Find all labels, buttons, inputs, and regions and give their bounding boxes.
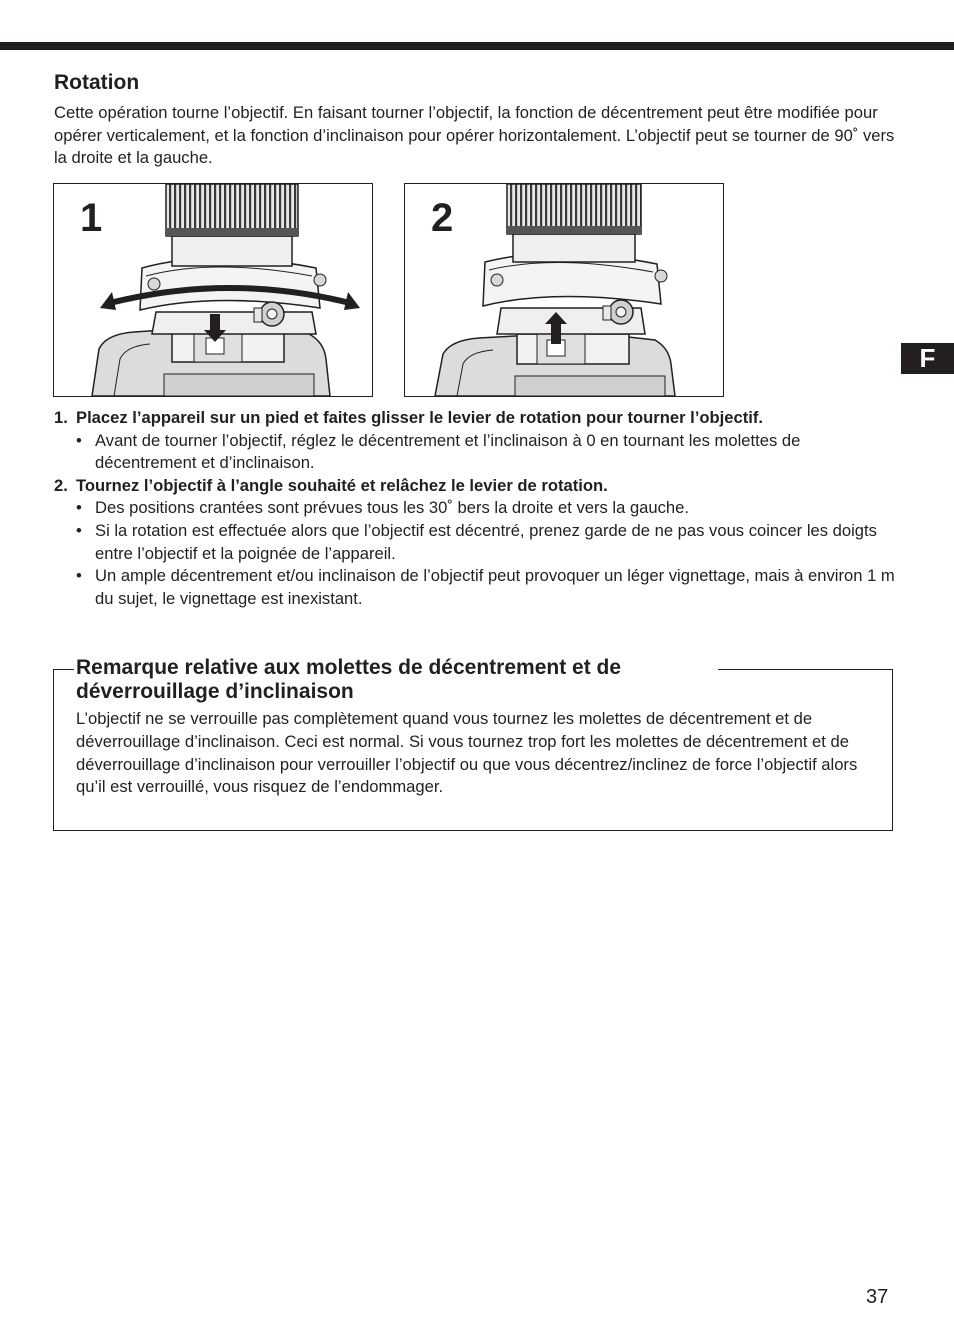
figure-1 (53, 183, 373, 397)
bullet-item: • Si la rotation est effectuée alors que l’objectif est décentré, prenez garde de ne pas vous coincer les doigts entre l’objectif et la poignée de l’appareil. (76, 520, 877, 563)
step-text: Placez l’appareil sur un pied et faites glisser le levier de rotation pour tourner l’objectif. (76, 408, 763, 427)
top-rule (0, 42, 954, 50)
bullet-text: Des positions crantées sont prévues tous les 30˚ bers la droite et vers la gauche. (95, 498, 690, 518)
step-instruction (54, 475, 899, 498)
bullet-item: • Avant de tourner l’objectif, réglez le décentrement et l’inclinaison à 0 en tournant les molettes de décentrement et d’inclinaison. (76, 430, 801, 473)
bullet-list (54, 430, 899, 475)
bullet-text: Si la rotation est effectuée alors que l’objectif est décentré, prenez garde de ne pas vous coincer les doigts entre l’objectif et la poignée de l’appareil. (95, 520, 877, 563)
note-box-top-border (718, 669, 893, 670)
note-body: L’objectif ne se verrouille pas complètement quand vous tournez les molettes de décentrement et de déverrouillage d’inclinaison. Ceci est normal. Si vous tournez trop fort les molettes de décentrement et de déverrouillage d’inclinaison pour verrouiller l’objectif ou que vous décentrez/inclinez de force l’objectif alors qu’il est verrouillé, vous risquez de l’endommager. (76, 709, 858, 797)
page-number: 37 (866, 1286, 889, 1308)
figure-number: 2 (431, 196, 454, 240)
bullet-list (54, 497, 899, 610)
step-list (54, 407, 899, 610)
step-number: 1. (54, 408, 68, 427)
section-title: Rotation (54, 71, 140, 94)
bullet-text: Avant de tourner l’objectif, réglez le décentrement et l’inclinaison à 0 en tournant les molettes de décentrement et d’inclinaison. (95, 430, 801, 473)
step-text: Tournez l’objectif à l’angle souhaité et relâchez le levier de rotation. (76, 475, 608, 495)
step-item (54, 475, 899, 611)
note-title: Remarque relative aux molettes de décentrement et de déverrouillage d’inclinaison (76, 656, 622, 703)
note-box-top-border (53, 669, 74, 670)
figure-number: 1 (80, 196, 103, 240)
language-tab: F (901, 343, 954, 374)
intro-paragraph: Cette opération tourne l’objectif. En faisant tourner l’objectif, la fonction de décentrement peut être modifiée pour opérer verticalement, et la fonction d’inclinaison pour opérer horizontalement. L’objectif peut se tourner de 90˚ vers la droite et la gauche. (54, 103, 895, 168)
figure-2 (404, 183, 724, 397)
bullet-item: • Un ample décentrement et/ou inclinaison de l’objectif peut provoquer un léger vignettage, mais à environ 1 m du sujet, le vignettage est inexistant. (76, 566, 895, 608)
step-number: 2. (54, 475, 68, 495)
step-instruction (54, 407, 899, 430)
bullet-item: • Des positions crantées sont prévues tous les 30˚ bers la droite et vers la gauche. (76, 498, 690, 518)
bullet-text: Un ample décentrement et/ou inclinaison de l’objectif peut provoquer un léger vignettage, mais à environ 1 m du sujet, le vignettage est inexistant. (95, 566, 895, 608)
step-item (54, 407, 899, 475)
